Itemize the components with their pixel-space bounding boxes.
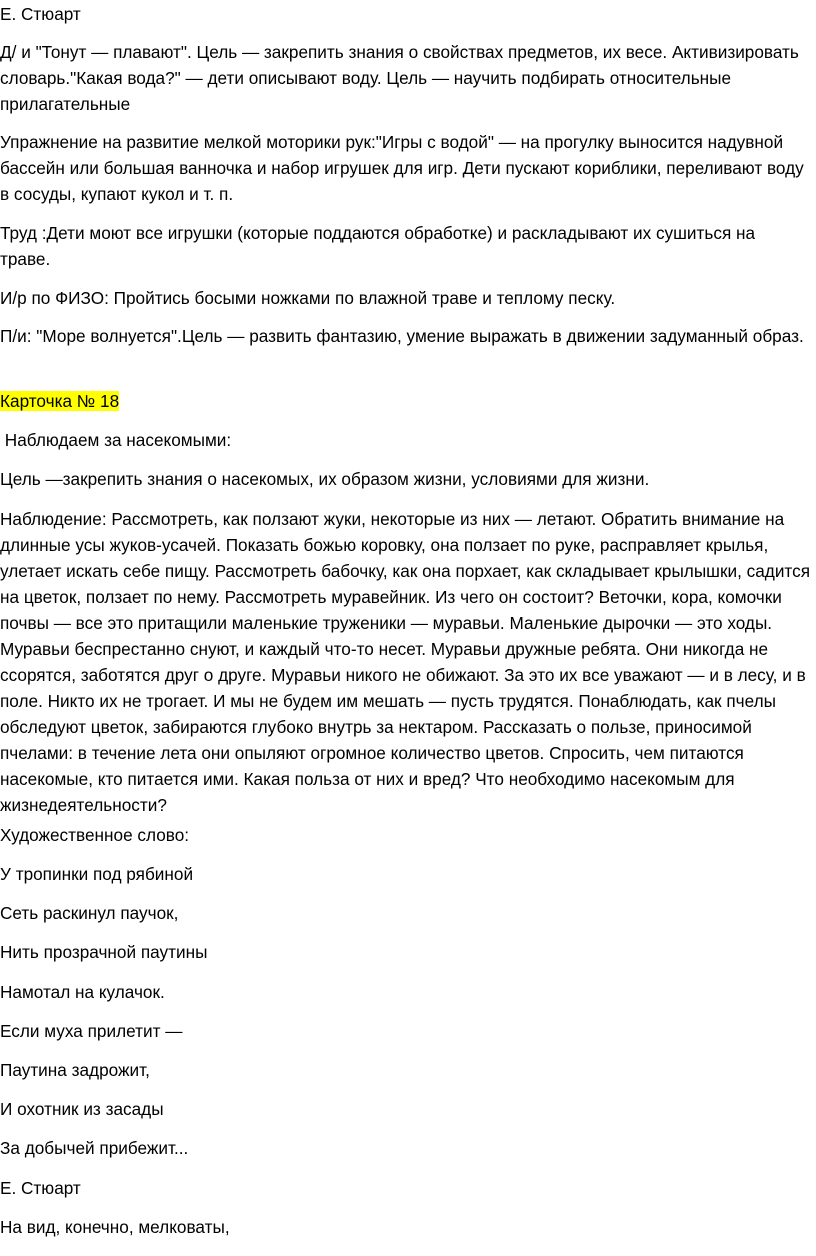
poem-line: Намотал на кулачок. [0, 982, 165, 1002]
paragraph-motor-exercise: Упражнение на развитие мелкой моторики рук:"Игры с водой" — на прогулку выносится надувной бассейн или большая ванночка и набор игрушек для игр. Дети пускают кориблики, переливают воду в сосуды, купают кукол и т. п. [0, 132, 804, 204]
poem-line: И охотник из засады [0, 1099, 164, 1119]
paragraph-outdoor-game: П/и: "Море волнуется".Цель — развить фантазию, умение выражать в движении задуманный образ. [0, 326, 804, 346]
poem-line: Если муха прилетит — [0, 1021, 183, 1041]
poem-line: За добычей прибежит... [0, 1138, 189, 1158]
next-poem-line: На вид, конечно, мелковаты, [0, 1217, 230, 1237]
paragraph-labor: Труд :Дети моют все игрушки (которые поддаются обработке) и раскладывают их сушиться на траве. [0, 223, 756, 269]
author-line: Е. Стюарт [0, 4, 81, 24]
topic-line: Наблюдаем за насекомыми: [0, 430, 232, 450]
poem-line: Нить прозрачной паутины [0, 942, 208, 962]
card-heading-highlight: Карточка № 18 [0, 391, 120, 411]
card-heading [0, 388, 119, 414]
poem-line: Сеть раскинул паучок, [0, 903, 179, 923]
observation-paragraph: Наблюдение: Рассмотреть, как ползают жуки, некоторые из них — летают. Обратить внимание на длинные усы жуков-усачей. Показать божью коровку, она ползает по руке, расправляет крылья, улетает искать себе пищу. Рассмотреть бабочку, как она порхает, как складывает крылышки, садится на цветок, ползает по нему. Рассмотреть муравейник. Из чего он состоит? Веточки, кора, комочки почвы — все это притащили маленькие труженики — муравьи. Маленькие дырочки — это ходы. Муравьи беспрестанно снуют, и каждый что-то несет. Муравьи дружные ребята. Они никогда не ссорятся, заботятся друг о друге. Муравьи никого не обижают. За это их все уважают — и в лесу, и в поле. Никто их не трогает. И мы не будем им мешать — пусть трудятся. Понаблюдать, как пчелы обследуют цветок, забираются глубоко внутрь за нектаром. Рассказать о пользе, приносимой пчелами: в течение лета они опыляют огромное количество цветов. Спросить, чем питаются насекомые, кто питается ими. Какая польза от них и вред? Что необходимо насекомым для жизнедеятельности? [0, 509, 810, 815]
paragraph-didactic-game: Д/ и "Тонут — плавают". Цель — закрепить знания о свойствах предметов, их весе. Активизировать словарь."Какая вода?" — дети описывают воду. Цель — научить подбирать относительные прилагательные [0, 42, 799, 114]
poem-author: Е. Стюарт [0, 1178, 81, 1198]
poem-line: Паутина задрожит, [0, 1060, 150, 1080]
paragraph-fizo: И/р по ФИЗО: Пройтись босыми ножками по влажной траве и теплому песку. [0, 288, 616, 308]
poem-line: У тропинки под рябиной [0, 864, 194, 884]
art-word-heading: Художественное слово: [0, 825, 190, 845]
goal-line: Цель —закрепить знания о насекомых, их образом жизни, условиями для жизни. [0, 469, 650, 489]
